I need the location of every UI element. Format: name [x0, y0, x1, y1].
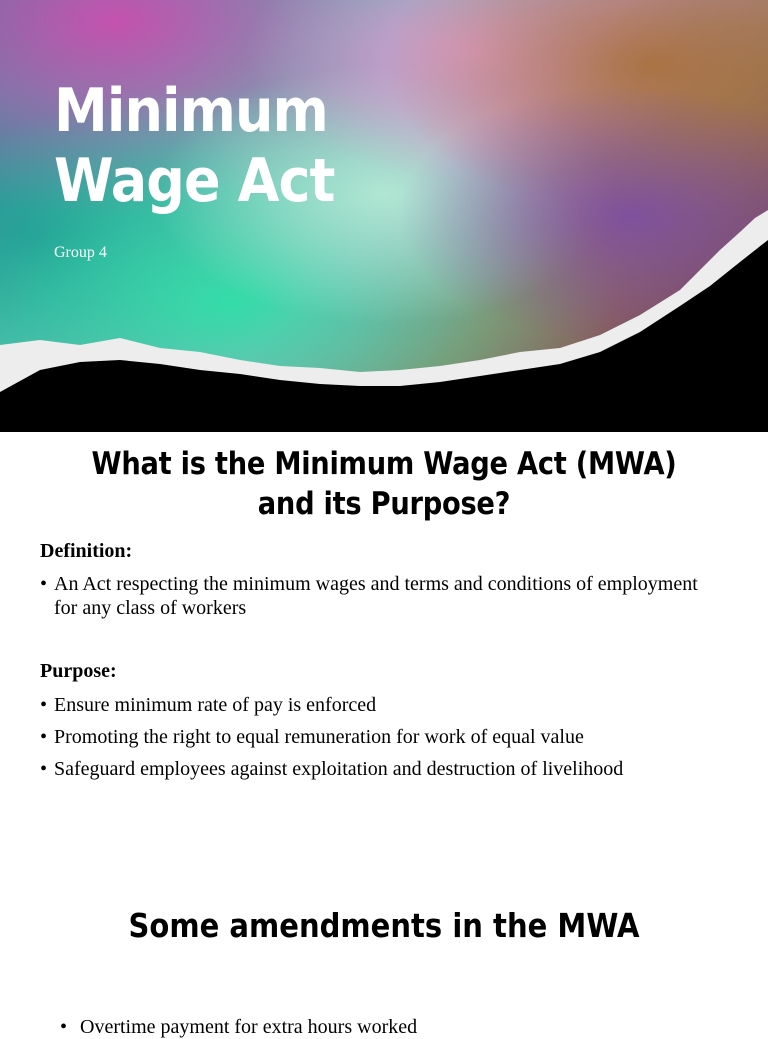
list-item: • Overtime payment for extra hours worked — [60, 1016, 417, 1039]
definition-list — [40, 572, 700, 628]
slide-title: Some amendments in the MWA — [128, 906, 640, 945]
amendments-list — [60, 1016, 417, 1039]
list-item: • Promoting the right to equal remuneration for work of equal value — [40, 725, 700, 749]
definition-slide — [0, 432, 768, 864]
cover-title-line-1: Minimum — [54, 76, 328, 146]
purpose-list — [40, 693, 700, 789]
definition-heading: Definition: — [40, 540, 133, 562]
list-item: • Safeguard employees against exploitation and destruction of livelihood — [40, 757, 700, 781]
cover-subtitle: Group 4 — [54, 244, 107, 261]
slide-title: What is the Minimum Wage Act (MWA) and its Purpose? — [91, 446, 677, 522]
cover-slide — [0, 0, 768, 432]
list-item: • Ensure minimum rate of pay is enforced — [40, 693, 700, 717]
purpose-heading: Purpose: — [40, 660, 117, 682]
cover-title — [54, 76, 335, 216]
amendments-slide — [0, 864, 768, 1038]
cover-title-line-2: Wage Act — [54, 146, 335, 216]
list-item: • An Act respecting the minimum wages and terms and conditions of employment for any class of workers — [40, 572, 700, 620]
watercolor-background — [0, 0, 768, 432]
